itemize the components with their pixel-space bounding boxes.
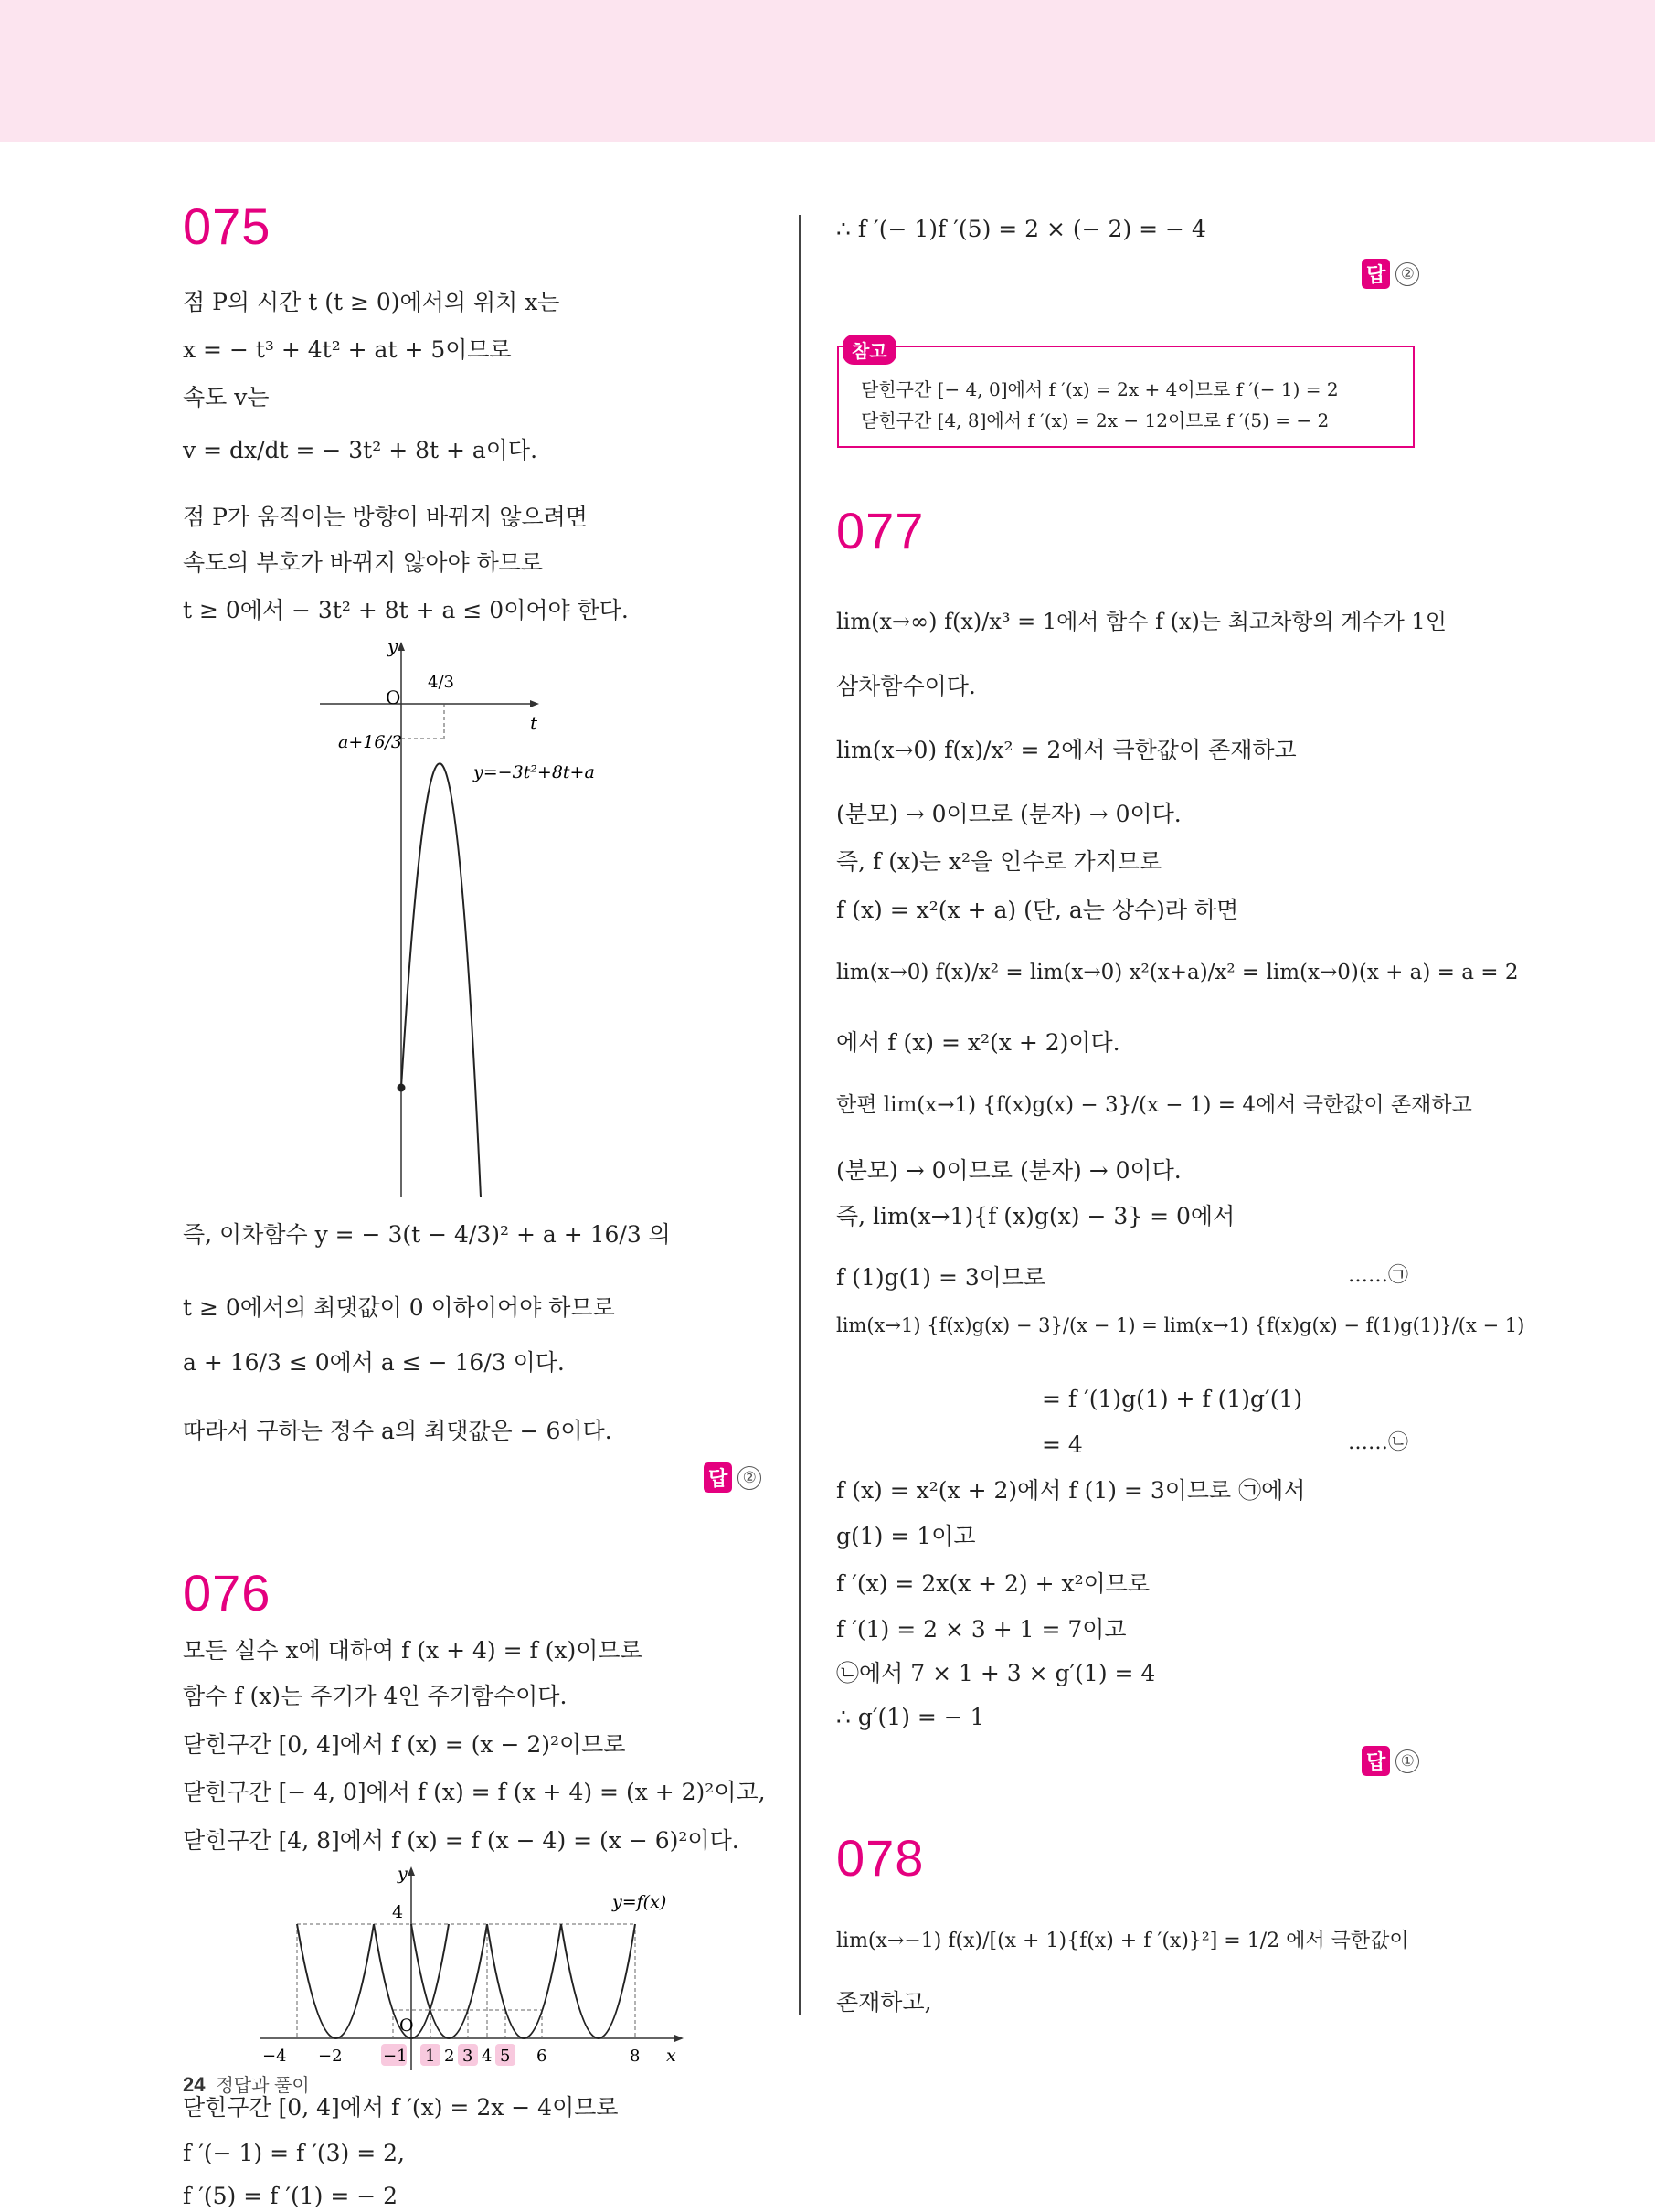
- note-line-1: 닫힌구간 [− 4, 0]에서 f ′(x) = 2x + 4이므로 f ′(− 1) = 2: [861, 378, 1339, 400]
- p077-line-13: lim(x→1) {f(x)g(x) − 3}/(x − 1) = lim(x→1) {f(x)g(x) − f(1)g(1)}/(x − 1): [836, 1314, 1525, 1336]
- p076-line-6: 닫힌구간 [0, 4]에서 f ′(x) = 2x − 4이므로: [183, 2094, 619, 2121]
- p077-line-18: f ′(x) = 2x(x + 2) + x²이므로: [836, 1570, 1151, 1597]
- p077-line-20: ㉡에서 7 × 1 + 3 × g′(1) = 4: [836, 1660, 1156, 1686]
- graph-076-curve-label: y=f(x): [612, 1892, 667, 1912]
- graph-075: [320, 640, 621, 1202]
- p075-line-2: x = − t³ + 4t² + at + 5이므로: [183, 336, 512, 363]
- p076-line-8: f ′(5) = f ′(1) = − 2: [183, 2183, 398, 2209]
- p077-line-15: = 4: [1042, 1431, 1083, 1458]
- p077-line-2: 삼차함수이다.: [836, 673, 976, 699]
- p077-line-1: lim(x→∞) f(x)/x³ = 1에서 함수 f (x)는 최고차항의 계수가 1인: [836, 609, 1447, 634]
- footer-label: 정답과 풀이: [216, 2076, 310, 2096]
- p077-line-3: lim(x→0) f(x)/x² = 2에서 극한값이 존재하고: [836, 737, 1297, 763]
- answer-076-choice: ②: [1395, 262, 1419, 286]
- curve-segment-4: [487, 1924, 561, 2038]
- column-divider: [799, 215, 801, 2015]
- x-tick-5: 5: [500, 2047, 511, 2066]
- x-tick-neg2: −2: [318, 2047, 343, 2066]
- p077-line-6: f (x) = x²(x + a) (단, a는 상수)라 하면: [836, 897, 1239, 923]
- p076-cont-line: ∴ f ′(− 1)f ′(5) = 2 × (− 2) = − 4: [836, 216, 1206, 242]
- graph-075-curve-label: y=−3t²+8t+a: [473, 762, 595, 782]
- p077-line-17: g(1) = 1이고: [836, 1523, 976, 1549]
- answer-tag: 답: [1362, 1746, 1390, 1776]
- start-point: [398, 1084, 406, 1092]
- graph-076-x-label: x: [666, 2046, 676, 2066]
- problem-number-075: 075: [183, 197, 271, 255]
- answer-tag: 답: [704, 1462, 732, 1493]
- graph-076-y-label: y: [398, 1865, 408, 1884]
- p075-line-7: t ≥ 0에서 − 3t² + 8t + a ≤ 0이어야 한다.: [183, 597, 629, 623]
- x-tick-3: 3: [462, 2047, 473, 2066]
- x-tick-neg1: −1: [383, 2047, 408, 2066]
- p075-line-4: v = dx/dt = − 3t² + 8t + a이다.: [183, 437, 538, 463]
- p077-line-16: f (x) = x²(x + 2)에서 f (1) = 3이므로 ㉠에서: [836, 1477, 1306, 1504]
- p077-line-19: f ′(1) = 2 × 3 + 1 = 7이고: [836, 1616, 1127, 1643]
- problem-number-077: 077: [836, 502, 925, 559]
- answer-077-choice: ①: [1395, 1749, 1419, 1773]
- x-tick-1: 1: [425, 2047, 436, 2066]
- problem-number-076: 076: [183, 1564, 271, 1622]
- p077-line-9: 한편 lim(x→1) {f(x)g(x) − 3}/(x − 1) = 4에서 극한값이 존재하고: [836, 1093, 1472, 1117]
- p076-line-1: 모든 실수 x에 대하여 f (x + 4) = f (x)이므로: [183, 1637, 642, 1664]
- graph-075-origin: O: [386, 686, 401, 708]
- x-tick-neg4: −4: [262, 2047, 287, 2066]
- curve-segment-3: [411, 1924, 487, 2038]
- p077-line-11: 즉, lim(x→1){f (x)g(x) − 3} = 0에서: [836, 1203, 1236, 1229]
- p077-line-14: = f ′(1)g(1) + f (1)g′(1): [1042, 1386, 1303, 1412]
- p076-line-5: 닫힌구간 [4, 8]에서 f (x) = f (x − 4) = (x − 6)²이다.: [183, 1827, 739, 1854]
- p075-line-3: 속도 v는: [183, 384, 270, 410]
- note-line-2: 닫힌구간 [4, 8]에서 f ′(x) = 2x − 12이므로 f ′(5) = − 2: [861, 409, 1330, 431]
- answer-tag: 답: [1362, 259, 1390, 289]
- answer-076: [1362, 259, 1419, 289]
- p077-line-5: 즉, f (x)는 x²을 인수로 가지므로: [836, 848, 1162, 875]
- p077-mark-1: ……㉠: [1348, 1264, 1409, 1287]
- p077-line-8: 에서 f (x) = x²(x + 2)이다.: [836, 1029, 1120, 1056]
- graph-075-vertex-x: 4/3: [428, 673, 454, 692]
- x-tick-4: 4: [482, 2047, 493, 2066]
- x-tick-2: 2: [444, 2047, 455, 2066]
- graph-076-max-label: 4: [392, 1902, 404, 1922]
- p076-line-7: f ′(− 1) = f ′(3) = 2,: [183, 2140, 406, 2166]
- x-tick-6: 6: [536, 2047, 547, 2066]
- answer-075: [704, 1462, 761, 1493]
- graph-075-vertex-y: a+16/3: [338, 732, 402, 752]
- parabola-curve: [401, 763, 481, 1197]
- graph-075-t-label: t: [530, 712, 538, 734]
- p075-line-9: t ≥ 0에서의 최댓값이 0 이하이어야 하므로: [183, 1294, 615, 1321]
- p077-line-10: (분모) → 0이므로 (분자) → 0이다.: [836, 1157, 1182, 1184]
- top-header-band: [0, 0, 1655, 142]
- p077-mark-2: ……㉡: [1348, 1431, 1409, 1454]
- curve-segment-1: [297, 1924, 374, 2038]
- p075-line-10: a + 16/3 ≤ 0에서 a ≤ − 16/3 이다.: [183, 1349, 565, 1376]
- p078-line-1: lim(x→−1) f(x)/[(x + 1){f(x) + f ′(x)}²] = 1/2 에서 극한값이: [836, 1930, 1409, 1952]
- p077-line-7: lim(x→0) f(x)/x² = lim(x→0) x²(x+a)/x² = lim(x→0)(x + a) = a = 2: [836, 961, 1519, 984]
- page-number: 24: [183, 2073, 206, 2096]
- answer-077: [1362, 1746, 1419, 1776]
- p076-line-4: 닫힌구간 [− 4, 0]에서 f (x) = f (x + 4) = (x + 2)²이고,: [183, 1779, 766, 1805]
- graph-076: [260, 1865, 699, 2079]
- p075-line-11: 따라서 구하는 정수 a의 최댓값은 − 6이다.: [183, 1418, 612, 1444]
- graph-075-y-label: y: [387, 640, 398, 657]
- p078-line-2: 존재하고,: [836, 1989, 932, 2015]
- answer-075-choice: ②: [737, 1466, 761, 1490]
- note-tag: 참고: [843, 335, 896, 365]
- x-tick-8: 8: [630, 2047, 641, 2066]
- p075-line-1: 점 P의 시간 t (t ≥ 0)에서의 위치 x는: [183, 289, 560, 315]
- p075-line-5: 점 P가 움직이는 방향이 바뀌지 않으려면: [183, 504, 588, 530]
- note-box: [837, 342, 1415, 448]
- p075-line-6: 속도의 부호가 바뀌지 않아야 하므로: [183, 549, 544, 576]
- p076-line-2: 함수 f (x)는 주기가 4인 주기함수이다.: [183, 1683, 568, 1709]
- p076-line-3: 닫힌구간 [0, 4]에서 f (x) = (x − 2)²이므로: [183, 1731, 626, 1758]
- graph-076-origin: O: [399, 2015, 414, 2036]
- p077-line-4: (분모) → 0이므로 (분자) → 0이다.: [836, 801, 1182, 827]
- p075-line-8: 즉, 이차함수 y = − 3(t − 4/3)² + a + 16/3 의: [183, 1221, 671, 1248]
- problem-number-078: 078: [836, 1829, 925, 1887]
- p077-line-12: f (1)g(1) = 3이므로: [836, 1264, 1046, 1291]
- p077-line-21: ∴ g′(1) = − 1: [836, 1704, 985, 1730]
- curve-segment-5: [561, 1924, 635, 2038]
- page-footer: [183, 2070, 310, 2097]
